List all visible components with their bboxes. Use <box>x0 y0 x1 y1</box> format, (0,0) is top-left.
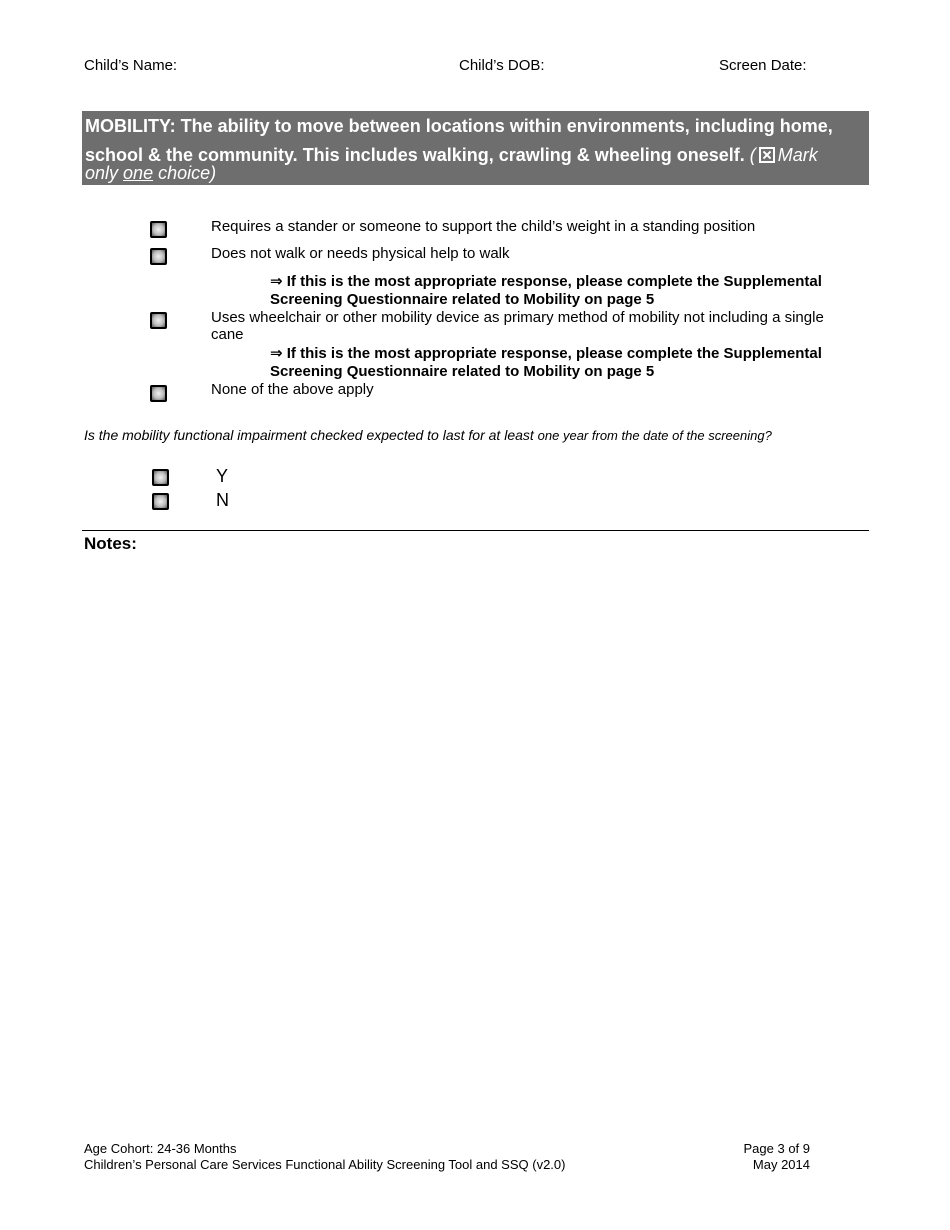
answer-yes-checkbox[interactable] <box>152 469 169 486</box>
arrow-icon: ⇒ <box>270 345 283 362</box>
option-stander-checkbox[interactable] <box>150 221 167 238</box>
option-none-label: None of the above apply <box>211 381 374 398</box>
instruction-mark: Mark <box>777 145 818 165</box>
page-number: Page 3 of 9 <box>743 1141 810 1156</box>
instruction-one: one <box>123 163 154 183</box>
checked-box-icon <box>759 147 775 163</box>
footer-right <box>700 1141 810 1173</box>
divider <box>82 530 869 531</box>
option-wheelchair-label <box>211 309 824 343</box>
option-wheelchair-line2: cane <box>211 326 244 343</box>
option-wheelchair-line1: Uses wheelchair or other mobility device as primary method of mobility not including a single <box>211 309 824 326</box>
instruction-choice: choice) <box>158 163 217 183</box>
question-main: Is the mobility functional impairment checked expected to last for at least <box>84 427 534 443</box>
age-cohort: Age Cohort: 24-36 Months <box>84 1141 237 1156</box>
footer-left <box>84 1141 565 1173</box>
note-line1: If this is the most appropriate response, please complete the Supplemental <box>286 273 822 290</box>
notes-label: Notes: <box>84 534 137 553</box>
mobility-section-banner <box>82 111 869 185</box>
arrow-icon: ⇒ <box>270 273 283 290</box>
option-no-walk-checkbox[interactable] <box>150 248 167 265</box>
answer-no-label: N <box>216 490 229 510</box>
option-stander-label: Requires a stander or someone to support the child’s weight in a standing position <box>211 218 756 235</box>
instruction-open: ( <box>749 145 756 165</box>
instruction-only: only <box>85 163 119 183</box>
note-line1: If this is the most appropriate response, please complete the Supplemental <box>286 345 822 362</box>
question-small: one year from the date of the screening? <box>537 428 772 443</box>
answer-no-checkbox[interactable] <box>152 493 169 510</box>
instruction-line <box>85 162 216 184</box>
childs-name-label: Child’s Name: <box>84 57 178 74</box>
answer-yes-label: Y <box>216 466 229 486</box>
section-title: MOBILITY: The ability to move between locations within environments, including home, <box>85 116 833 136</box>
option-wheelchair-checkbox[interactable] <box>150 312 167 329</box>
supplemental-note-1 <box>270 273 822 309</box>
note-line2: Screening Questionnaire related to Mobility on page 5 <box>270 291 655 308</box>
option-no-walk-label: Does not walk or needs physical help to walk <box>211 245 510 262</box>
tool-name: Children’s Personal Care Services Functional Ability Screening Tool and SSQ (v2.0) <box>84 1157 566 1172</box>
supplemental-note-2 <box>270 345 822 381</box>
duration-question <box>84 427 772 443</box>
option-none-checkbox[interactable] <box>150 385 167 402</box>
note-line2: Screening Questionnaire related to Mobility on page 5 <box>270 363 655 380</box>
childs-dob-label: Child’s DOB: <box>459 57 545 74</box>
section-title-line2: school & the community. This includes walking, crawling & wheeling oneself. <box>85 145 745 165</box>
screen-date-label: Screen Date: <box>719 57 807 74</box>
footer-date: May 2014 <box>752 1157 810 1172</box>
